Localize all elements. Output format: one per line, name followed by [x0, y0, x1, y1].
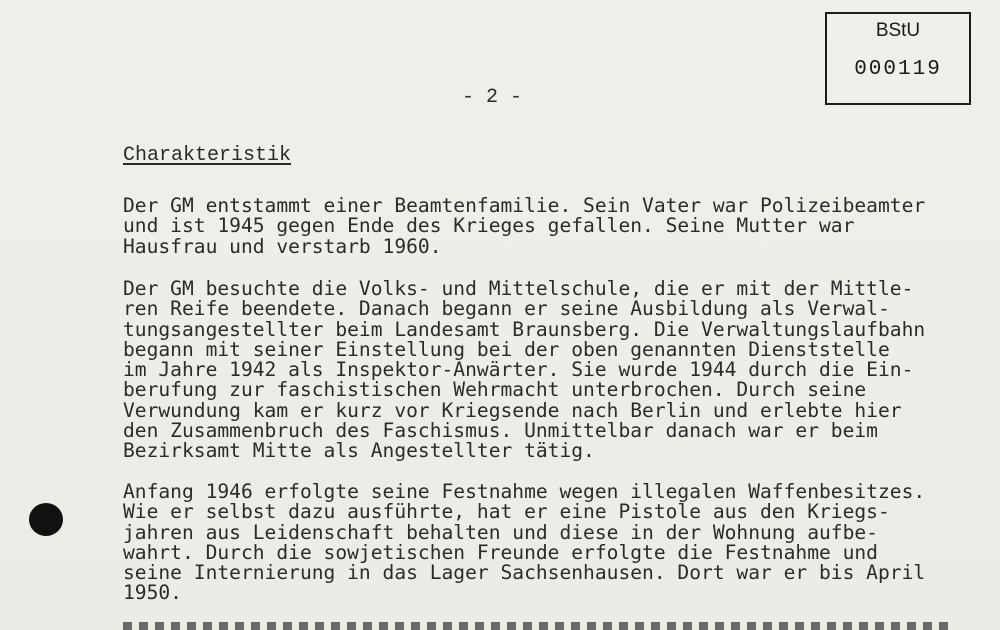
stamp-number: 000119	[854, 58, 942, 81]
section-heading: Charakteristik	[123, 144, 292, 167]
stamp-label: BStU	[875, 20, 921, 41]
punch-hole	[29, 503, 63, 536]
paragraph-education-career: Der GM besuchte die Volks- und Mittelschule, die er mit der Mittle- ren Reife beendete. Danach begann er seine Ausbildung als Verwal- tungsangestellter beim Landesamt Braunsberg. Die Verwaltungslaufbahn begann mit seiner Einstellung bei der oben genannten Dienststelle im Jahre 1942 als Inspektor-Anwärter. Sie wurde 1944 durch die Ein- berufung zur faschistischen Wehrmacht unterbrochen. Durch seine Verwundung kam er kurz vor Kriegsende nach Berlin und erlebte hier den Zusammenbruch des Faschismus. Unmittelbar danach war er beim Bezirksamt Mitte als Angestellter tätig.	[123, 277, 926, 463]
archive-stamp	[825, 12, 971, 105]
paragraph-arrest: Anfang 1946 erfolgte seine Festnahme wegen illegalen Waffenbesitzes. Wie er selbst dazu ausführte, hat er eine Pistole aus den Kriegs- jahren aus Leidenschaft behalten und diese in der Wohnung aufbe- wahrt. Durch die sowjetischen Freunde erfolgte die Festnahme und seine Internierung in das Lager Sachsenhausen. Dort war er bis April 1950.	[123, 480, 926, 605]
cutoff-text-line	[123, 622, 953, 630]
paragraph-family: Der GM entstammt einer Beamtenfamilie. Sein Vater war Polizeibeamter und ist 1945 gegen Ende des Krieges gefallen. Seine Mutter war Hausfrau und verstarb 1960.	[123, 194, 926, 258]
page-number: - 2 -	[462, 86, 523, 109]
